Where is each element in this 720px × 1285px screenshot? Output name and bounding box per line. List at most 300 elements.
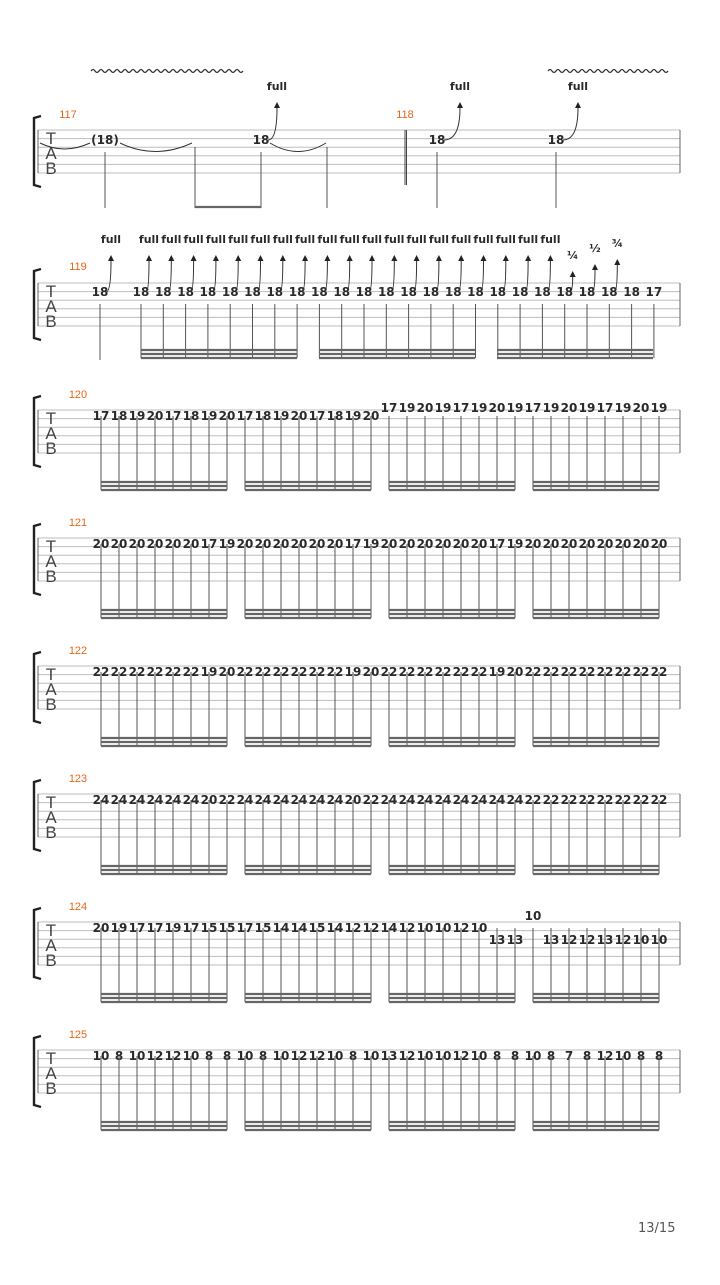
fret-number: 13 <box>506 933 524 947</box>
bend-label: full <box>161 233 182 246</box>
bend-label: full <box>138 233 160 246</box>
fret-number: 20 <box>92 921 110 935</box>
tab-clef-b: B <box>45 439 57 458</box>
tab-clef-b: B <box>45 1079 57 1098</box>
measure-number: 121 <box>68 517 88 529</box>
fret-number: 13 <box>380 1049 398 1063</box>
bend-label: full <box>295 233 316 246</box>
fret-number: 24 <box>164 793 182 807</box>
fret-number: 18 <box>400 285 417 299</box>
tab-staff <box>34 70 680 209</box>
fret-number: 20 <box>578 537 596 551</box>
fret-number: 20 <box>650 537 668 551</box>
bend-label: full <box>495 233 516 246</box>
bend-arrowhead <box>302 255 308 261</box>
fret-number: 22 <box>128 665 146 679</box>
fret-number: 10 <box>650 933 668 947</box>
fret-number: 12 <box>596 1049 614 1063</box>
fret-number: 10 <box>92 1049 110 1063</box>
fret-number: 18 <box>311 285 328 299</box>
fret-number: 8 <box>222 1049 232 1063</box>
tab-clef-a: A <box>45 552 57 571</box>
fret-number: 18 <box>422 285 440 299</box>
fret-number: 22 <box>218 793 236 807</box>
fret-number: 22 <box>650 665 668 679</box>
fret-number: 12 <box>452 1049 470 1063</box>
fret-number: 20 <box>308 537 326 551</box>
fret-number: 22 <box>560 793 578 807</box>
fret-number: 20 <box>614 537 632 551</box>
fret-number: 22 <box>92 665 110 679</box>
fret-number: 18 <box>91 285 109 299</box>
tab-clef-a: A <box>45 297 57 316</box>
fret-number: 19 <box>398 401 416 415</box>
fret-number: 22 <box>380 665 398 679</box>
fret-number: 8 <box>654 1049 664 1063</box>
fret-number: 20 <box>542 537 560 551</box>
fret-number: 20 <box>398 537 416 551</box>
fret-number: 8 <box>636 1049 646 1063</box>
fret-number: (18) <box>91 133 119 147</box>
fret-number: 18 <box>355 285 373 299</box>
measure-number: 120 <box>68 389 88 401</box>
bend-label: full <box>339 233 360 246</box>
tab-clef-t: T <box>45 537 57 556</box>
fret-number: 19 <box>578 401 596 415</box>
fret-number: 19 <box>128 409 146 423</box>
fret-number: 20 <box>632 401 650 415</box>
fret-number: 18 <box>199 285 217 299</box>
bend-arrowhead <box>108 255 114 261</box>
fret-number: 24 <box>254 793 272 807</box>
fret-number: 18 <box>254 409 272 423</box>
fret-number: 20 <box>200 793 218 807</box>
fret-number: 18 <box>467 285 484 299</box>
fret-number: 18 <box>623 285 640 299</box>
fret-number: 22 <box>362 793 380 807</box>
fret-number: 22 <box>326 665 344 679</box>
bend-arrowhead <box>347 255 353 261</box>
fret-number: 18 <box>221 285 239 299</box>
fret-number: 24 <box>416 793 434 807</box>
fret-number: 20 <box>488 401 506 415</box>
fret-number: 20 <box>146 409 164 423</box>
fret-number: 24 <box>92 793 110 807</box>
bend-arrowhead <box>274 102 280 108</box>
fret-number: 24 <box>470 793 488 807</box>
fret-number: 8 <box>582 1049 592 1063</box>
fret-number: 17 <box>308 409 326 423</box>
fret-number: 19 <box>506 537 524 551</box>
fret-number: 20 <box>560 537 578 551</box>
fret-number: 19 <box>488 665 506 679</box>
fret-number: 19 <box>506 401 524 415</box>
fret-number: 22 <box>452 665 470 679</box>
fret-number: 18 <box>556 285 574 299</box>
fret-number: 18 <box>444 285 462 299</box>
tab-clef-t: T <box>45 129 57 148</box>
fret-number: 20 <box>344 793 362 807</box>
fret-number: 12 <box>452 921 470 935</box>
fret-number: 17 <box>236 921 254 935</box>
fret-number: 10 <box>524 909 542 923</box>
bend-label: full <box>205 233 226 246</box>
fret-number: 20 <box>632 537 650 551</box>
fret-number: 20 <box>182 537 200 551</box>
fret-number: 14 <box>290 921 308 935</box>
fret-number: 22 <box>542 665 560 679</box>
tab-clef-b: B <box>45 159 57 178</box>
fret-number: 15 <box>200 921 218 935</box>
tab-staff <box>34 1036 680 1130</box>
fret-number: 20 <box>110 537 128 551</box>
fret-number: 22 <box>578 793 596 807</box>
fret-number: 22 <box>614 793 632 807</box>
tab-clef-b: B <box>45 312 57 331</box>
fret-number: 18 <box>600 285 618 299</box>
fret-number: 18 <box>489 285 507 299</box>
fret-number: 12 <box>362 921 380 935</box>
fret-number: 19 <box>650 401 668 415</box>
tab-clef-b: B <box>45 823 57 842</box>
fret-number: 13 <box>596 933 614 947</box>
tab-clef-t: T <box>45 793 57 812</box>
bend-label: full <box>183 233 204 246</box>
tab-clef-a: A <box>45 424 57 443</box>
fret-number: 22 <box>524 665 542 679</box>
bend-arrowhead <box>458 255 464 261</box>
fret-number: 10 <box>470 921 488 935</box>
fret-number: 8 <box>546 1049 556 1063</box>
fret-number: 13 <box>488 933 506 947</box>
tab-staff <box>34 652 680 746</box>
measure-number: 125 <box>68 1029 88 1041</box>
fret-number: 10 <box>614 1049 632 1063</box>
fret-number: 17 <box>92 409 110 423</box>
tab-clef-t: T <box>45 282 57 301</box>
fret-number: 24 <box>434 793 452 807</box>
measure-number: 123 <box>68 773 88 785</box>
fret-number: 8 <box>492 1049 502 1063</box>
fret-number: 20 <box>596 537 614 551</box>
measure-number: 124 <box>68 901 88 913</box>
fret-number: 17 <box>182 921 200 935</box>
fret-number: 18 <box>266 285 284 299</box>
fret-number: 17 <box>452 401 470 415</box>
fret-number: 10 <box>434 1049 452 1063</box>
bend-label: ¾ <box>611 237 623 250</box>
bend-label: full <box>266 80 288 93</box>
tab-clef-b: B <box>45 951 57 970</box>
fret-number: 18 <box>252 133 270 147</box>
bend-label: full <box>317 233 338 246</box>
bend-arrowhead <box>436 255 442 261</box>
fret-number: 12 <box>398 1049 416 1063</box>
bend-label: full <box>272 233 293 246</box>
fret-number: 19 <box>164 921 182 935</box>
fret-number: 18 <box>377 285 395 299</box>
vibrato-line <box>548 70 668 73</box>
fret-number: 22 <box>632 665 650 679</box>
bend-arrowhead <box>525 255 531 261</box>
page-number: 13/15 <box>638 1221 676 1236</box>
fret-number: 22 <box>596 793 614 807</box>
fret-number: 18 <box>534 285 551 299</box>
fret-number: 20 <box>290 409 308 423</box>
tab-staff <box>34 233 680 360</box>
fret-number: 22 <box>524 793 542 807</box>
fret-number: 20 <box>92 537 110 551</box>
fret-number: 19 <box>344 409 362 423</box>
fret-number: 17 <box>488 537 506 551</box>
fret-number: 8 <box>258 1049 268 1063</box>
fret-number: 17 <box>524 401 542 415</box>
fret-number: 22 <box>650 793 668 807</box>
fret-number: 24 <box>398 793 416 807</box>
measure-number: 122 <box>68 645 88 657</box>
bend-label: full <box>567 80 589 93</box>
fret-number: 10 <box>524 1049 542 1063</box>
fret-number: 22 <box>182 665 200 679</box>
fret-number: 15 <box>308 921 326 935</box>
fret-number: 20 <box>146 537 164 551</box>
fret-number: 24 <box>506 793 524 807</box>
bend-arrowhead <box>592 264 598 270</box>
fret-number: 10 <box>326 1049 344 1063</box>
tab-clef-b: B <box>45 567 57 586</box>
fret-number: 12 <box>398 921 416 935</box>
fret-number: 20 <box>416 401 434 415</box>
tab-staff <box>34 524 680 618</box>
bend-arrowhead <box>369 255 375 261</box>
bend-label: full <box>250 233 271 246</box>
tab-clef-a: A <box>45 680 57 699</box>
bend-label: full <box>540 233 561 246</box>
bend-label: full <box>449 80 471 93</box>
fret-number: 24 <box>128 793 146 807</box>
bend-arrowhead <box>481 255 487 261</box>
fret-number: 19 <box>218 537 236 551</box>
bend-arrowhead <box>213 255 219 261</box>
tab-staff <box>34 908 680 1002</box>
bend-arrowhead <box>191 255 197 261</box>
fret-number: 10 <box>362 1049 380 1063</box>
fret-number: 12 <box>578 933 596 947</box>
fret-number: 18 <box>154 285 172 299</box>
bend-arrowhead <box>258 255 264 261</box>
fret-number: 20 <box>326 537 344 551</box>
fret-number: 20 <box>290 537 308 551</box>
fret-number: 17 <box>380 401 398 415</box>
fret-number: 18 <box>428 133 446 147</box>
fret-number: 14 <box>272 921 290 935</box>
fret-number: 12 <box>290 1049 308 1063</box>
fret-number: 12 <box>344 921 362 935</box>
fret-number: 18 <box>326 409 344 423</box>
bend-label: full <box>361 233 383 246</box>
fret-number: 10 <box>272 1049 290 1063</box>
bend-curve <box>563 108 578 140</box>
fret-number: 20 <box>236 537 254 551</box>
fret-number: 19 <box>614 401 632 415</box>
fret-number: 12 <box>614 933 632 947</box>
fret-number: 17 <box>236 409 254 423</box>
fret-number: 22 <box>236 665 254 679</box>
fret-number: 10 <box>416 1049 434 1063</box>
fret-number: 20 <box>218 665 236 679</box>
fret-number: 22 <box>596 665 614 679</box>
fret-number: 20 <box>362 665 380 679</box>
fret-number: 14 <box>326 921 344 935</box>
bend-arrowhead <box>146 255 152 261</box>
fret-number: 19 <box>272 409 290 423</box>
fret-number: 20 <box>470 537 488 551</box>
fret-number: 19 <box>200 665 218 679</box>
bend-arrowhead <box>280 255 286 261</box>
fret-number: 20 <box>380 537 398 551</box>
fret-number: 18 <box>578 285 596 299</box>
fret-number: 10 <box>470 1049 488 1063</box>
fret-number: 24 <box>272 793 290 807</box>
fret-number: 24 <box>290 793 308 807</box>
fret-number: 18 <box>182 409 200 423</box>
fret-number: 19 <box>542 401 560 415</box>
fret-number: 20 <box>362 409 380 423</box>
bend-label: ½ <box>589 242 601 255</box>
fret-number: 24 <box>146 793 164 807</box>
fret-number: 20 <box>218 409 236 423</box>
bend-label: full <box>384 233 405 246</box>
fret-number: 14 <box>380 921 398 935</box>
fret-number: 20 <box>524 537 542 551</box>
tab-clef-b: B <box>45 695 57 714</box>
bend-arrowhead <box>575 102 581 108</box>
fret-number: 22 <box>560 665 578 679</box>
fret-number: 20 <box>164 537 182 551</box>
fret-number: 22 <box>416 665 434 679</box>
bend-label: full <box>451 233 472 246</box>
fret-number: 17 <box>344 537 362 551</box>
fret-number: 18 <box>110 409 128 423</box>
fret-number: 22 <box>632 793 650 807</box>
bend-label: full <box>473 233 494 246</box>
fret-number: 19 <box>362 537 380 551</box>
bend-label: full <box>406 233 427 246</box>
fret-number: 12 <box>560 933 578 947</box>
fret-number: 20 <box>506 665 524 679</box>
bend-label: ¼ <box>567 249 579 262</box>
fret-number: 15 <box>254 921 272 935</box>
tab-clef-t: T <box>45 921 57 940</box>
bend-label: full <box>518 233 539 246</box>
fret-number: 8 <box>510 1049 520 1063</box>
fret-number: 22 <box>434 665 452 679</box>
measure-number: 117 <box>59 109 77 121</box>
bend-label: full <box>100 233 122 246</box>
fret-number: 24 <box>308 793 326 807</box>
fret-number: 22 <box>146 665 164 679</box>
fret-number: 17 <box>146 921 164 935</box>
vibrato-line <box>91 70 243 73</box>
tab-staff <box>34 780 680 874</box>
fret-number: 12 <box>146 1049 164 1063</box>
fret-number: 7 <box>564 1049 574 1063</box>
fret-number: 20 <box>128 537 146 551</box>
fret-number: 22 <box>398 665 416 679</box>
fret-number: 17 <box>164 409 182 423</box>
fret-number: 10 <box>128 1049 146 1063</box>
fret-number: 17 <box>128 921 146 935</box>
bend-arrowhead <box>414 255 420 261</box>
fret-number: 22 <box>164 665 182 679</box>
fret-number: 24 <box>488 793 506 807</box>
fret-number: 10 <box>416 921 434 935</box>
bend-label: full <box>428 233 449 246</box>
bend-arrowhead <box>547 255 553 261</box>
fret-number: 24 <box>380 793 398 807</box>
fret-number: 20 <box>452 537 470 551</box>
fret-number: 10 <box>434 921 452 935</box>
fret-number: 10 <box>182 1049 200 1063</box>
fret-number: 22 <box>614 665 632 679</box>
fret-number: 18 <box>132 285 150 299</box>
fret-number: 22 <box>272 665 290 679</box>
fret-number: 19 <box>470 401 488 415</box>
bend-arrowhead <box>457 102 463 108</box>
fret-number: 22 <box>542 793 560 807</box>
fret-number: 12 <box>164 1049 182 1063</box>
fret-number: 20 <box>416 537 434 551</box>
fret-number: 17 <box>200 537 218 551</box>
fret-number: 18 <box>244 285 261 299</box>
bend-arrowhead <box>503 255 509 261</box>
measure-number: 118 <box>396 109 414 121</box>
fret-number: 24 <box>326 793 344 807</box>
fret-number: 22 <box>470 665 488 679</box>
bend-arrowhead <box>391 255 397 261</box>
bend-arrowhead <box>235 255 241 261</box>
fret-number: 15 <box>218 921 236 935</box>
measure-number: 119 <box>69 261 87 273</box>
fret-number: 24 <box>182 793 200 807</box>
bend-arrowhead <box>168 255 174 261</box>
fret-number: 24 <box>452 793 470 807</box>
bend-arrowhead <box>614 259 620 265</box>
fret-number: 10 <box>632 933 650 947</box>
fret-number: 8 <box>204 1049 214 1063</box>
fret-number: 18 <box>177 285 194 299</box>
fret-number: 22 <box>578 665 596 679</box>
tab-clef-t: T <box>45 665 57 684</box>
bend-curve <box>444 108 460 140</box>
bend-arrowhead <box>570 271 576 277</box>
fret-number: 20 <box>254 537 272 551</box>
tab-clef-a: A <box>45 936 57 955</box>
bend-arrowhead <box>324 255 330 261</box>
fret-number: 20 <box>560 401 578 415</box>
bend-label: full <box>228 233 249 246</box>
fret-number: 10 <box>236 1049 254 1063</box>
fret-number: 24 <box>236 793 254 807</box>
fret-number: 19 <box>344 665 362 679</box>
fret-number: 18 <box>547 133 565 147</box>
fret-number: 12 <box>308 1049 326 1063</box>
fret-number: 24 <box>110 793 128 807</box>
fret-number: 20 <box>272 537 290 551</box>
tab-clef-a: A <box>45 808 57 827</box>
fret-number: 17 <box>596 401 614 415</box>
fret-number: 13 <box>542 933 560 947</box>
